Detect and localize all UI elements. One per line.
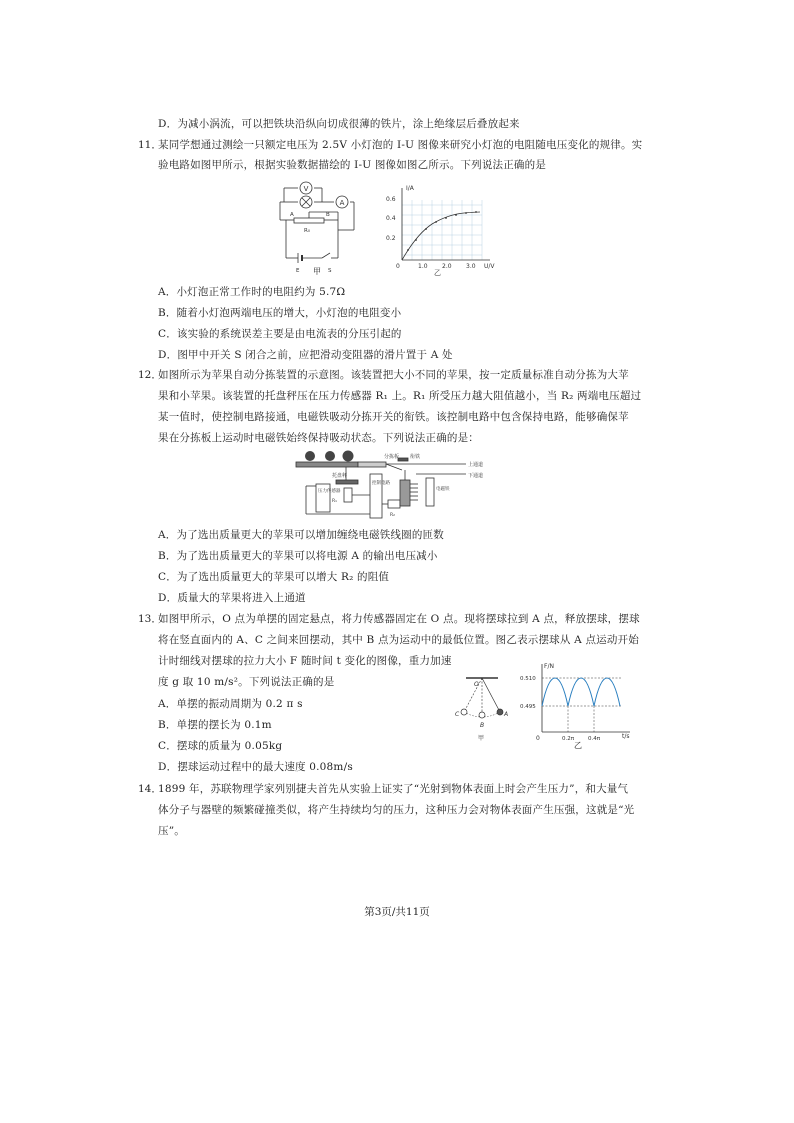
- q14-stem: 压”。: [158, 825, 185, 837]
- iu-xtick: 1.0: [418, 263, 428, 270]
- r2-label: R₂: [390, 513, 395, 518]
- q13-option-b: B．单摆的摆长为 0.1m: [158, 719, 272, 731]
- q12-stem: 果和小苹果。该装置的托盘秤压在压力传感器 R₁ 上。R₁ 所受压力越大阻值越小，当 R₂ 两端电压超过: [158, 390, 642, 402]
- ammeter-icon: [336, 196, 348, 208]
- apple-icon: [305, 451, 354, 462]
- q11-stem: 某同学想通过测绘一只额定电压为 2.5V 小灯泡的 I-U 图像来研究小灯泡的电阻随电压变化的规律。实: [158, 139, 643, 151]
- control-circuit-label: 控制电路: [372, 481, 390, 486]
- apple-sorter-figure: [286, 450, 498, 522]
- sort-board-label: 分拣板: [384, 454, 400, 460]
- page-footer: 第3页/共11页: [364, 906, 430, 918]
- q13-stem: 度 g 取 10 m/s²。下列说法正确的是: [158, 676, 335, 688]
- sensor-label: 压力传感器: [318, 489, 341, 494]
- q12-stem: 某一值时，使控制电路接通，电磁铁吸动分拣开关的衔铁。该控制电路中包含保持电路，能够确保苹: [158, 411, 629, 423]
- iu-ytick: 0.6: [386, 196, 396, 203]
- q11-option-c: C．该实验的系统误差主要是由电流表的分压引起的: [158, 328, 402, 340]
- q14-stem: 体分子与器壁的频繁碰撞类似，将产生持续均匀的压力，这种压力会对物体表面产生压强，这就是“光: [158, 804, 635, 816]
- voltmeter-icon: [300, 182, 312, 194]
- ft-xtick: 0.4π: [588, 736, 601, 742]
- force-time-graph: [518, 658, 636, 744]
- iu-xlabel: U/V: [484, 263, 495, 270]
- q13-fig-jia-caption: 甲: [478, 735, 485, 742]
- point-b-label: B: [480, 722, 485, 729]
- point-c-label: C: [455, 711, 460, 718]
- battery-label: E: [296, 268, 300, 274]
- q11-iu-graph: [380, 180, 500, 276]
- q13-fig-yi-caption: 乙: [574, 741, 582, 750]
- rheostat-end-b-label: B: [326, 212, 330, 218]
- q11-fig-jia-caption: 甲: [313, 267, 321, 276]
- q11-number: 11．: [138, 139, 162, 151]
- q13-option-d: D．摆球运动过程中的最大速度 0.08m/s: [158, 761, 353, 773]
- q12-stem: 果在分拣板上运动时电磁铁始终保持吸动状态。下列说法正确的是：: [158, 432, 479, 444]
- svg-text:V: V: [303, 185, 309, 193]
- point-a-label: A: [504, 711, 509, 718]
- switch-label: S: [328, 268, 332, 274]
- ft-origin: 0: [536, 735, 540, 742]
- iu-xtick: 3.0: [466, 263, 476, 270]
- iu-ytick: 0.2: [386, 235, 396, 242]
- upper-channel-label: 上通道: [468, 462, 484, 468]
- ft-xlabel: t/s: [622, 733, 630, 740]
- tray-label: 托盘秤: [332, 473, 348, 479]
- pivot-o-label: O: [474, 681, 479, 688]
- lamp-icon: [300, 196, 312, 208]
- svg-text:A: A: [339, 199, 345, 207]
- q12-stem: 如图所示为苹果自动分拣装置的示意图。该装置把大小不同的苹果，按一定质量标准自动分拣为大苹: [158, 369, 629, 381]
- rheostat-label: R₀: [304, 228, 311, 234]
- electromagnet-label: 电磁铁: [436, 487, 450, 492]
- ft-xtick: 0.2π: [562, 736, 575, 742]
- q12-option-b: B．为了选出质量更大的苹果可以将电源 A 的输出电压减小: [158, 550, 438, 562]
- q13-stem: 将在竖直面内的 A、C 之间来回摆动，其中 B 点为运动中的最低位置。图乙表示摆球从 A 点运动开始: [158, 634, 639, 646]
- ft-ytick: 0.495: [520, 704, 536, 710]
- q12-option-a: A．为了选出质量更大的苹果可以增加缠绕电磁铁线圈的匝数: [158, 529, 444, 541]
- q12-option-d: D．质量大的苹果将进入上通道: [158, 592, 306, 604]
- q11-option-b: B．随着小灯泡两端电压的增大，小灯泡的电阻变小: [158, 307, 402, 319]
- q13-number: 13．: [138, 613, 162, 625]
- iu-origin: 0: [396, 263, 400, 270]
- q14-stem: 1899 年，苏联物理学家列别捷夫首先从实验上证实了“光射到物体表面上时会产生压力”，和大量气: [158, 783, 629, 795]
- armature-label: 衔铁: [410, 454, 421, 460]
- iu-ylabel: I/A: [406, 185, 414, 192]
- iu-xtick: 2.0: [442, 263, 452, 270]
- q13-stem: 如图甲所示，O 点为单摆的固定悬点，将力传感器固定在 O 点。现将摆球拉到 A 点，释放摆球，摆球: [158, 613, 640, 625]
- lower-channel-label: 下通道: [468, 473, 484, 479]
- q12-number: 12．: [138, 369, 162, 381]
- ft-ytick: 0.510: [520, 676, 536, 682]
- q11-option-a: A．小灯泡正常工作时的电阻约为 5.7Ω: [158, 286, 346, 298]
- q11-fig-yi-caption: 乙: [434, 269, 441, 276]
- q10-option-d: D．为减小涡流，可以把铁块沿纵向切成很薄的铁片，涂上绝缘层后叠放起来: [158, 118, 520, 130]
- q14-number: 14．: [138, 783, 162, 795]
- iu-ytick: 0.4: [386, 215, 396, 222]
- q13-stem: 计时细线对摆球的拉力大小 F 随时间 t 变化的图像，重力加速: [158, 655, 452, 667]
- ft-ylabel: F/N: [544, 663, 554, 670]
- rheostat-end-a-label: A: [290, 212, 294, 218]
- q11-stem: 验电路如图甲所示，根据实验数据描绘的 I-U 图像如图乙所示。下列说法正确的是: [158, 159, 547, 171]
- pendulum-figure: [452, 670, 514, 742]
- q13-option-c: C．摆球的质量为 0.05kg: [158, 740, 283, 752]
- q11-circuit-figure: [278, 180, 358, 276]
- r1-label: R₁: [332, 499, 337, 504]
- q13-option-a: A．单摆的振动周期为 0.2 π s: [158, 698, 303, 710]
- q12-option-c: C．为了选出质量更大的苹果可以增大 R₂ 的阻值: [158, 571, 390, 583]
- q11-option-d: D．图甲中开关 S 闭合之前，应把滑动变阻器的滑片置于 A 处: [158, 349, 453, 361]
